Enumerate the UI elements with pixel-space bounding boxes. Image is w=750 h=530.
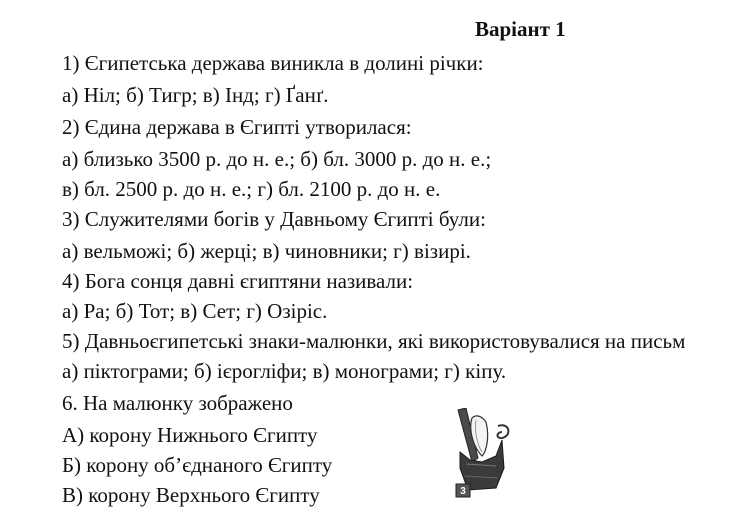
question-1-options: а) Ніл; б) Тигр; в) Інд; г) Ґанґ. <box>62 83 329 107</box>
question-4: 4) Бога сонця давні єгиптяни називали: <box>62 269 414 293</box>
question-5: 5) Давньоєгипетські знаки-малюнки, які використовувалися на письм <box>62 329 686 353</box>
question-6-option-a: А) корону Нижнього Єгипту <box>62 423 318 447</box>
question-2-options-b: в) бл. 2500 р. до н. е.; г) бл. 2100 р. до н. е. <box>62 177 441 201</box>
question-6: 6. На малюнку зображено <box>62 391 293 415</box>
question-6-option-c: В) корону Верхнього Єгипту <box>62 483 320 507</box>
question-2: 2) Єдина держава в Єгипті утворилася: <box>62 115 412 139</box>
question-3-options: а) вельможі; б) жерці; в) чиновники; г) візирі. <box>62 239 471 263</box>
question-3: 3) Служителями богів у Давньому Єгипті були: <box>62 207 486 231</box>
crown-illustration-icon <box>452 408 530 500</box>
question-6-option-b: Б) корону об’єднаного Єгипту <box>62 453 333 477</box>
question-2-options-a: а) близько 3500 р. до н. е.; б) бл. 3000 р. до н. е.; <box>62 147 492 171</box>
variant-title: Варіант 1 <box>475 17 566 41</box>
question-1: 1) Єгипетська держава виникла в долині річки: <box>62 51 484 75</box>
question-4-options: а) Ра; б) Тот; в) Сет; г) Озіріс. <box>62 299 328 323</box>
figure-number: 3 <box>460 486 466 497</box>
question-5-options: а) піктограми; б) ієрогліфи; в) монограми; г) кіпу. <box>62 359 507 383</box>
crown-figure <box>452 408 530 500</box>
